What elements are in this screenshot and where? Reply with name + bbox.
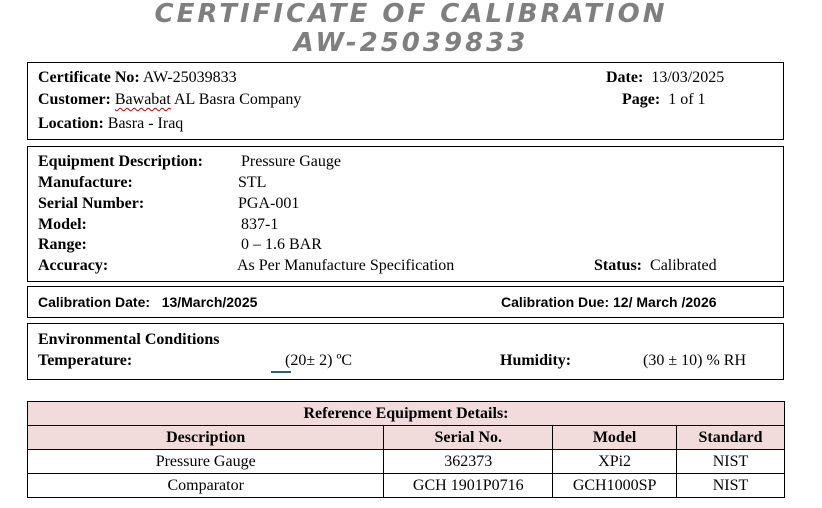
row-serial-no: GCH 1901P0716 xyxy=(384,474,553,498)
location-label: Location: xyxy=(38,115,104,132)
header-model: Model xyxy=(553,426,677,450)
manufacture-label: Manufacture: xyxy=(38,174,133,191)
header-description: Description xyxy=(28,426,384,450)
reference-header-row xyxy=(28,426,785,450)
status-row xyxy=(594,257,717,275)
cert-no-row xyxy=(38,69,237,87)
status-value: Calibrated xyxy=(650,257,717,274)
row-model: XPi2 xyxy=(553,450,677,474)
page-row xyxy=(622,91,706,109)
date-label: Date: xyxy=(606,69,644,86)
table-row xyxy=(28,474,785,498)
model-value: 837-1 xyxy=(241,216,279,233)
row-description: Pressure Gauge xyxy=(28,450,384,474)
calibration-date-row xyxy=(38,294,257,310)
header-serial-no: Serial No. xyxy=(384,426,553,450)
date-value: 13/03/2025 xyxy=(651,69,725,86)
certificate-number-title: AW-25039833 xyxy=(293,28,529,58)
customer-value-rest: AL Basra Company xyxy=(170,91,302,108)
status-label: Status: xyxy=(594,257,643,274)
model-label: Model: xyxy=(38,216,87,233)
cert-no-label: Certificate No: xyxy=(38,69,140,86)
accuracy-value: As Per Manufacture Specification xyxy=(237,257,455,274)
reference-equipment-table xyxy=(27,401,785,498)
header-standard: Standard xyxy=(677,426,785,450)
humidity-label: Humidity: xyxy=(500,352,572,369)
customer-label: Customer: xyxy=(38,91,111,108)
row-standard: NIST xyxy=(677,474,785,498)
table-row xyxy=(28,450,785,474)
reference-title: Reference Equipment Details: xyxy=(28,402,785,426)
range-value: 0 – 1.6 BAR xyxy=(241,236,322,253)
page-label: Page: xyxy=(622,91,661,108)
page-value: 1 of 1 xyxy=(668,91,706,108)
environment-box xyxy=(27,323,784,380)
range-label: Range: xyxy=(38,236,87,253)
row-description: Comparator xyxy=(28,474,384,498)
calibration-due-value: 12/ March /2026 xyxy=(613,294,717,310)
calibration-due-row xyxy=(501,294,717,310)
customer-value-first: Bawabat xyxy=(114,91,171,108)
cert-no-value: AW-25039833 xyxy=(142,69,237,86)
reference-title-row xyxy=(28,402,785,426)
calibration-due-label: Calibration Due: xyxy=(501,294,610,310)
serial-number-value: PGA-001 xyxy=(238,195,300,212)
manufacture-value: STL xyxy=(238,174,267,191)
row-standard: NIST xyxy=(677,450,785,474)
row-model: GCH1000SP xyxy=(553,474,677,498)
row-serial-no: 362373 xyxy=(384,450,553,474)
certificate-info-box xyxy=(27,62,784,140)
temperature-label: Temperature: xyxy=(38,352,133,369)
humidity-value: (30 ± 10) % RH xyxy=(643,352,746,369)
equipment-box xyxy=(27,146,784,282)
customer-row xyxy=(38,91,301,109)
environment-heading: Environmental Conditions xyxy=(38,331,220,348)
temperature-value: (20± 2) ºC xyxy=(285,352,353,369)
calibration-date-label: Calibration Date: xyxy=(38,294,151,310)
calibration-date-value: 13/March/2025 xyxy=(161,294,258,310)
accuracy-label: Accuracy: xyxy=(38,257,109,274)
date-row xyxy=(606,69,724,87)
equipment-description-label: Equipment Description: xyxy=(38,153,203,170)
calibration-dates-box xyxy=(27,286,784,318)
certificate-title: CERTIFICATE OF CALIBRATION xyxy=(154,0,668,29)
location-value: Basra - Iraq xyxy=(107,115,184,132)
serial-number-label: Serial Number: xyxy=(38,195,145,212)
location-row xyxy=(38,115,183,133)
equipment-description-value: Pressure Gauge xyxy=(241,153,341,170)
